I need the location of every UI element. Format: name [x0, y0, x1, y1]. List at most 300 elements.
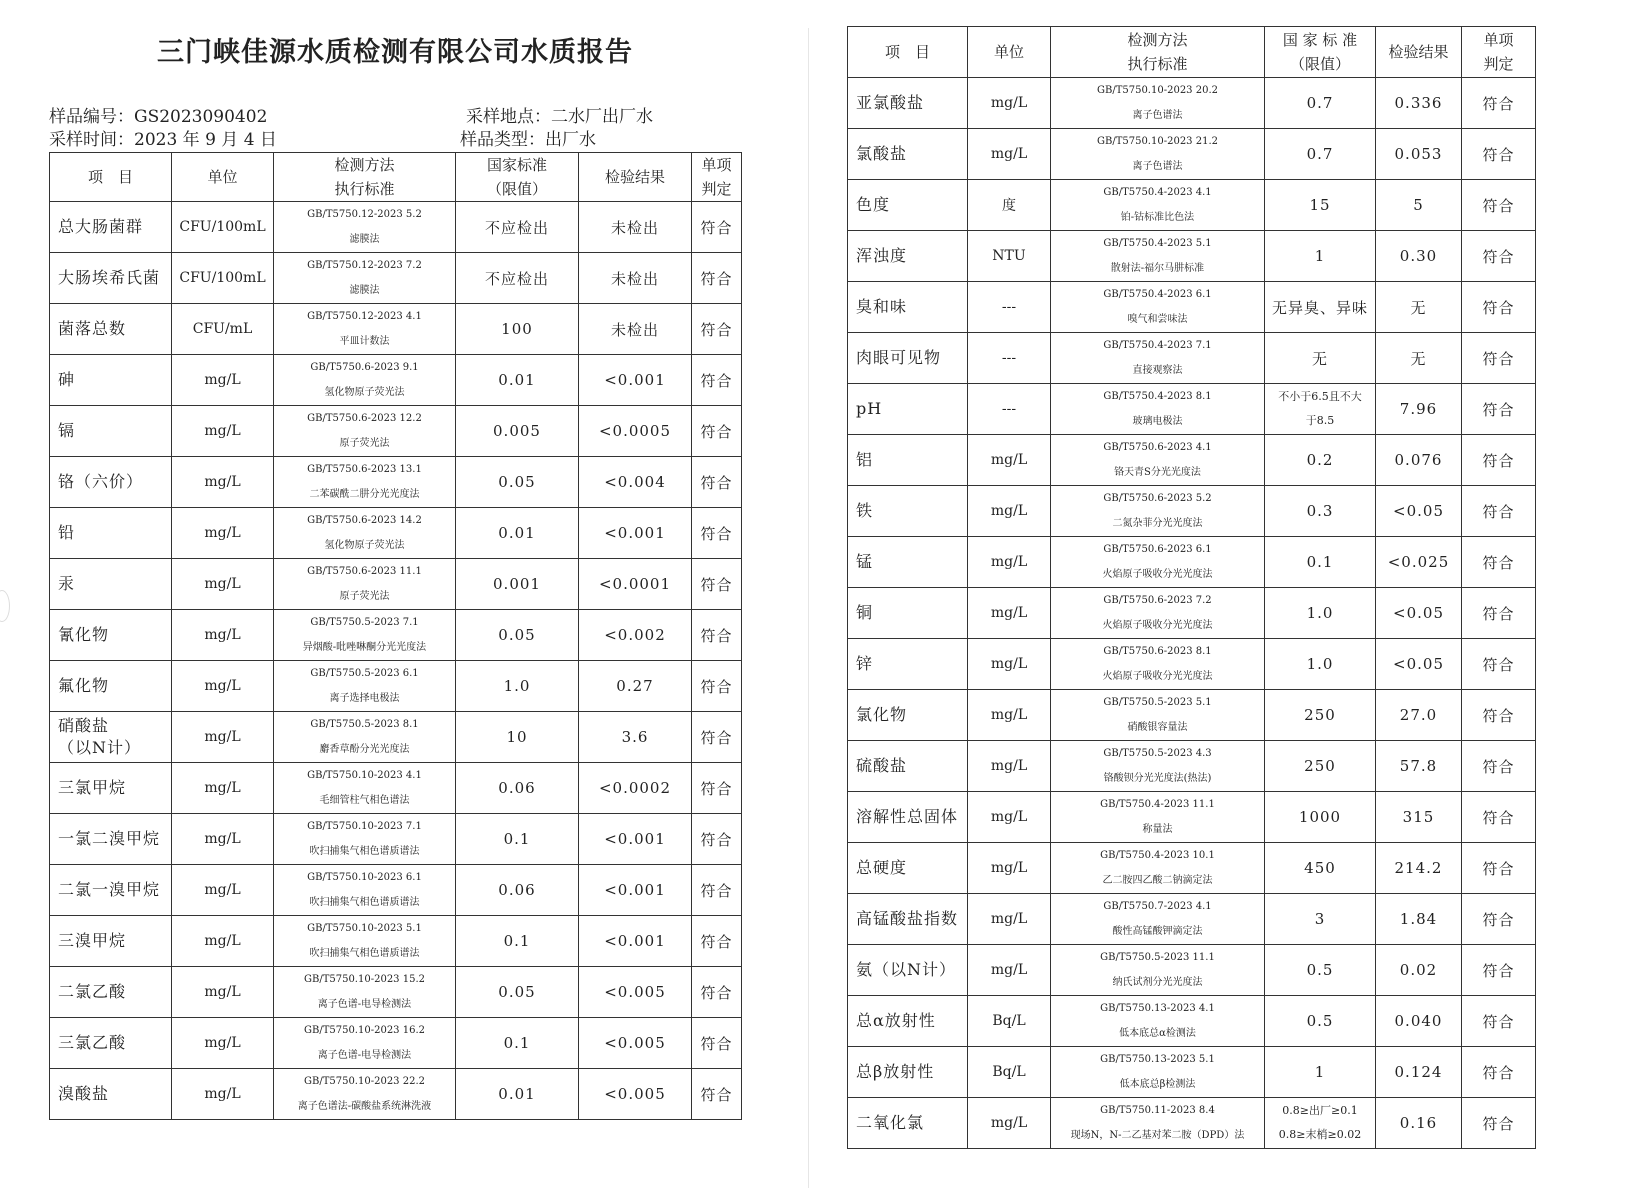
- unit: mg/L: [172, 355, 274, 406]
- method-name: 火焰原子吸收分光光度法: [1102, 569, 1213, 580]
- table-row: [848, 435, 1536, 486]
- result-value: <0.001: [579, 916, 692, 967]
- result-value: <0.05: [1376, 588, 1462, 639]
- verdict: 符合: [1462, 333, 1536, 384]
- table-body-left: [50, 202, 742, 1120]
- results-table-right: [847, 26, 1536, 1149]
- table-row: [50, 814, 742, 865]
- item-name: 二氯一溴甲烷: [50, 865, 172, 916]
- sample-time: 采样时间：2023 年 9 月 4 日: [49, 130, 277, 150]
- result-value: 0.16: [1376, 1098, 1462, 1149]
- result-value: <0.002: [579, 610, 692, 661]
- header-method: 检测方法 执行标准: [1051, 27, 1265, 78]
- method: [274, 610, 456, 661]
- table-row: [848, 384, 1536, 435]
- item-name: 三氯甲烷: [50, 763, 172, 814]
- item-name: 高锰酸盐指数: [848, 894, 968, 945]
- method-name: 低本底总α检测法: [1119, 1028, 1196, 1039]
- verdict: 符合: [1462, 180, 1536, 231]
- result-value: <0.0005: [579, 406, 692, 457]
- table-row: [848, 333, 1536, 384]
- method-name: 原子荧光法: [339, 591, 390, 602]
- limit-value: 0.5: [1265, 945, 1376, 996]
- header-limit: 国家标准 （限值）: [456, 153, 579, 202]
- verdict: 符合: [692, 1018, 742, 1069]
- limit-value: 0.7: [1265, 129, 1376, 180]
- limit-value: 250: [1265, 690, 1376, 741]
- result-value: <0.001: [579, 814, 692, 865]
- method: [1051, 1098, 1265, 1149]
- limit-value: [1265, 384, 1376, 435]
- limit-value: 450: [1265, 843, 1376, 894]
- method-standard: GB/T5750.5-2023 4.3: [1103, 748, 1212, 759]
- unit: mg/L: [968, 78, 1051, 129]
- limit-value: 0.1: [1265, 537, 1376, 588]
- method-name: 火焰原子吸收分光光度法: [1102, 671, 1213, 682]
- method-standard: GB/T5750.5-2023 11.1: [1100, 952, 1215, 963]
- item-name: 铬（六价）: [50, 457, 172, 508]
- method-name: 铬酸钡分光光度法(热法): [1103, 773, 1212, 784]
- verdict: 符合: [1462, 78, 1536, 129]
- method-standard: GB/T5750.12-2023 4.1: [307, 311, 422, 322]
- item-name: 总α放射性: [848, 996, 968, 1047]
- item-name: 三氯乙酸: [50, 1018, 172, 1069]
- method-name: 二苯碳酰二肼分光光度法: [309, 489, 420, 500]
- item-name: 镉: [50, 406, 172, 457]
- table-row: [50, 508, 742, 559]
- table-row: [848, 1098, 1536, 1149]
- item-name: [50, 712, 172, 763]
- method-name: 吹扫捕集气相色谱质谱法: [309, 948, 420, 959]
- item-name: 大肠埃希氏菌: [50, 253, 172, 304]
- method-standard: GB/T5750.6-2023 9.1: [310, 362, 419, 373]
- verdict: 符合: [1462, 384, 1536, 435]
- result-value: 无: [1376, 333, 1462, 384]
- method-standard: GB/T5750.6-2023 8.1: [1103, 646, 1212, 657]
- table-row: [50, 1018, 742, 1069]
- method: [1051, 435, 1265, 486]
- table-row: [50, 967, 742, 1018]
- limit-value: 3: [1265, 894, 1376, 945]
- table-row: [848, 1047, 1536, 1098]
- item-name: 二氧化氯: [848, 1098, 968, 1149]
- method: [1051, 690, 1265, 741]
- method-name: 毛细管柱气相色谱法: [319, 795, 410, 806]
- limit-value: 0.1: [456, 814, 579, 865]
- limit-value: 1.0: [1265, 639, 1376, 690]
- method-name: 氢化物原子荧光法: [324, 540, 405, 551]
- method-standard: GB/T5750.6-2023 7.2: [1103, 595, 1212, 606]
- unit: mg/L: [172, 661, 274, 712]
- method-name: 吹扫捕集气相色谱质谱法: [309, 897, 420, 908]
- verdict: 符合: [692, 661, 742, 712]
- method: [1051, 282, 1265, 333]
- method-standard: GB/T5750.6-2023 13.1: [307, 464, 422, 475]
- method-name: 铂-钴标准比色法: [1120, 212, 1195, 223]
- result-value: <0.004: [579, 457, 692, 508]
- method: [1051, 1047, 1265, 1098]
- method-name: 麝香草酚分光光度法: [319, 744, 410, 755]
- verdict: 符合: [692, 967, 742, 1018]
- method: [1051, 639, 1265, 690]
- item-name: 菌落总数: [50, 304, 172, 355]
- limit-value: 0.005: [456, 406, 579, 457]
- item-name: pH: [848, 384, 968, 435]
- method-standard: GB/T5750.6-2023 6.1: [1103, 544, 1212, 555]
- unit: Bq/L: [968, 1047, 1051, 1098]
- method: [274, 1018, 456, 1069]
- unit: mg/L: [172, 865, 274, 916]
- verdict: 符合: [692, 355, 742, 406]
- result-value: <0.005: [579, 1018, 692, 1069]
- table-row: [50, 559, 742, 610]
- unit: mg/L: [172, 712, 274, 763]
- limit-value: 0.05: [456, 457, 579, 508]
- unit: mg/L: [172, 814, 274, 865]
- method: [1051, 333, 1265, 384]
- limit-value: 无: [1265, 333, 1376, 384]
- method: [274, 712, 456, 763]
- unit: mg/L: [968, 1098, 1051, 1149]
- limit-value: 0.2: [1265, 435, 1376, 486]
- method-standard: GB/T5750.10-2023 4.1: [307, 770, 422, 781]
- limit-value: 0.05: [456, 610, 579, 661]
- unit: mg/L: [968, 945, 1051, 996]
- item-name: 铅: [50, 508, 172, 559]
- method: [274, 814, 456, 865]
- unit: mg/L: [968, 588, 1051, 639]
- verdict: 符合: [692, 1069, 742, 1120]
- method-standard: GB/T5750.4-2023 11.1: [1100, 799, 1215, 810]
- item-name: 溴酸盐: [50, 1069, 172, 1120]
- unit: mg/L: [968, 843, 1051, 894]
- result-value: <0.025: [1376, 537, 1462, 588]
- method-standard: GB/T5750.10-2023 20.2: [1096, 85, 1218, 96]
- method-standard: GB/T5750.11-2023 8.4: [1100, 1105, 1215, 1116]
- method-standard: GB/T5750.10-2023 7.1: [307, 821, 422, 832]
- item-name: 铝: [848, 435, 968, 486]
- limit-value: 0.01: [456, 1069, 579, 1120]
- verdict: 符合: [692, 814, 742, 865]
- item-name: 肉眼可见物: [848, 333, 968, 384]
- method-standard: GB/T5750.5-2023 6.1: [310, 668, 419, 679]
- method-standard: GB/T5750.7-2023 4.1: [1103, 901, 1212, 912]
- limit-line: 不小于6.5且不大: [1278, 390, 1362, 403]
- sample-number: 样品编号：GS2023090402: [49, 107, 268, 127]
- method: [1051, 996, 1265, 1047]
- table-row: [848, 690, 1536, 741]
- table-row: [50, 406, 742, 457]
- unit: mg/L: [172, 967, 274, 1018]
- unit: mg/L: [172, 457, 274, 508]
- unit: CFU/100mL: [172, 202, 274, 253]
- table-row: [848, 996, 1536, 1047]
- method: [1051, 741, 1265, 792]
- method-standard: GB/T5750.4-2023 4.1: [1103, 187, 1212, 198]
- method-standard: GB/T5750.4-2023 7.1: [1103, 340, 1212, 351]
- verdict: 符合: [1462, 588, 1536, 639]
- verdict: 符合: [1462, 843, 1536, 894]
- item-name: 亚氯酸盐: [848, 78, 968, 129]
- result-value: 27.0: [1376, 690, 1462, 741]
- method: [274, 508, 456, 559]
- verdict: 符合: [692, 712, 742, 763]
- result-value: <0.05: [1376, 639, 1462, 690]
- verdict: 符合: [1462, 996, 1536, 1047]
- method-standard: GB/T5750.4-2023 10.1: [1100, 850, 1215, 861]
- result-value: 0.02: [1376, 945, 1462, 996]
- limit-value: 250: [1265, 741, 1376, 792]
- table-row: [50, 865, 742, 916]
- unit: 度: [968, 180, 1051, 231]
- result-value: 1.84: [1376, 894, 1462, 945]
- method-name: 滤膜法: [349, 234, 380, 245]
- method: [1051, 537, 1265, 588]
- item-name: 氯化物: [848, 690, 968, 741]
- method-name: 现场N，N-二乙基对苯二胺（DPD）法: [1070, 1130, 1245, 1141]
- verdict: 符合: [1462, 1047, 1536, 1098]
- item-name-line: 硝酸盐: [58, 716, 110, 735]
- table-row: [50, 304, 742, 355]
- table-row: [848, 129, 1536, 180]
- header-unit: 单位: [968, 27, 1051, 78]
- method: [274, 967, 456, 1018]
- method-standard: GB/T5750.5-2023 5.1: [1103, 697, 1212, 708]
- method-standard: GB/T5750.4-2023 8.1: [1103, 391, 1212, 402]
- table-row: [848, 639, 1536, 690]
- method-name: 二氮杂菲分光光度法: [1112, 518, 1203, 529]
- result-value: <0.001: [579, 865, 692, 916]
- verdict: 符合: [1462, 741, 1536, 792]
- item-name: 锰: [848, 537, 968, 588]
- item-name: 色度: [848, 180, 968, 231]
- table-row: [848, 231, 1536, 282]
- method-standard: GB/T5750.6-2023 4.1: [1103, 442, 1212, 453]
- item-name: 总硬度: [848, 843, 968, 894]
- item-name: 铁: [848, 486, 968, 537]
- result-value: <0.001: [579, 508, 692, 559]
- method-standard: GB/T5750.5-2023 7.1: [310, 617, 419, 628]
- method: [1051, 180, 1265, 231]
- result-value: 未检出: [579, 304, 692, 355]
- unit: Bq/L: [968, 996, 1051, 1047]
- verdict: 符合: [1462, 231, 1536, 282]
- result-value: <0.005: [579, 967, 692, 1018]
- method: [274, 457, 456, 508]
- method-name: 直接观察法: [1132, 365, 1183, 376]
- limit-value: 不应检出: [456, 202, 579, 253]
- unit: mg/L: [968, 690, 1051, 741]
- result-value: 3.6: [579, 712, 692, 763]
- table-row: [848, 894, 1536, 945]
- method: [274, 559, 456, 610]
- method-name: 离子色谱-电导检测法: [317, 1050, 412, 1061]
- table-row: [848, 843, 1536, 894]
- header-unit: 单位: [172, 153, 274, 202]
- method: [274, 865, 456, 916]
- result-value: 5: [1376, 180, 1462, 231]
- method-name: 离子色谱法-碳酸盐系统淋洗液: [297, 1101, 432, 1112]
- verdict: 符合: [1462, 639, 1536, 690]
- method: [274, 916, 456, 967]
- method-name: 酸性高锰酸钾滴定法: [1112, 926, 1203, 937]
- item-name: 氯酸盐: [848, 129, 968, 180]
- table-row: [848, 486, 1536, 537]
- item-name: 汞: [50, 559, 172, 610]
- method: [1051, 129, 1265, 180]
- table-row: [50, 457, 742, 508]
- method: [1051, 945, 1265, 996]
- limit-value: 0.5: [1265, 996, 1376, 1047]
- method-name: 玻璃电极法: [1132, 416, 1183, 427]
- unit: mg/L: [172, 916, 274, 967]
- verdict: 符合: [1462, 435, 1536, 486]
- table-row: [50, 712, 742, 763]
- item-name: 三溴甲烷: [50, 916, 172, 967]
- limit-value: 0.1: [456, 916, 579, 967]
- unit: mg/L: [172, 508, 274, 559]
- method-name: 氢化物原子荧光法: [324, 387, 405, 398]
- method: [1051, 231, 1265, 282]
- result-value: <0.0002: [579, 763, 692, 814]
- method-name: 铬天青S分光光度法: [1114, 467, 1201, 478]
- table-row: [848, 588, 1536, 639]
- limit-line: 0.8≥出厂≥0.1: [1282, 1104, 1358, 1117]
- method-standard: GB/T5750.5-2023 8.1: [310, 719, 419, 730]
- result-value: 0.124: [1376, 1047, 1462, 1098]
- table-row: [848, 537, 1536, 588]
- method-name: 吹扫捕集气相色谱质谱法: [309, 846, 420, 857]
- unit: CFU/mL: [172, 304, 274, 355]
- table-row: [50, 661, 742, 712]
- header-method: 检测方法 执行标准: [274, 153, 456, 202]
- method: [1051, 384, 1265, 435]
- table-body-right: [848, 78, 1536, 1149]
- method-standard: GB/T5750.13-2023 4.1: [1100, 1003, 1215, 1014]
- method-name: 乙二胺四乙酸二钠滴定法: [1102, 875, 1213, 886]
- method-standard: GB/T5750.10-2023 21.2: [1096, 136, 1218, 147]
- limit-line: 0.8≥末梢≥0.02: [1278, 1128, 1362, 1141]
- verdict: 符合: [1462, 690, 1536, 741]
- header-verdict: 单项 判定: [692, 153, 742, 202]
- verdict: 符合: [1462, 945, 1536, 996]
- limit-line: 于8.5: [1305, 414, 1335, 427]
- method-name: 纳氏试剂分光光度法: [1112, 977, 1203, 988]
- limit-value: 0.06: [456, 763, 579, 814]
- unit: mg/L: [172, 1069, 274, 1120]
- method-standard: GB/T5750.10-2023 5.1: [307, 923, 422, 934]
- result-value: <0.005: [579, 1069, 692, 1120]
- result-value: 未检出: [579, 202, 692, 253]
- result-value: 0.30: [1376, 231, 1462, 282]
- method-name: 离子色谱-电导检测法: [317, 999, 412, 1010]
- table-row: [848, 945, 1536, 996]
- unit: mg/L: [968, 435, 1051, 486]
- limit-value: 0.3: [1265, 486, 1376, 537]
- limit-value: 无异臭、异味: [1265, 282, 1376, 333]
- table-row: [50, 253, 742, 304]
- method-name: 火焰原子吸收分光光度法: [1102, 620, 1213, 631]
- report-title: 三门峡佳源水质检测有限公司水质报告: [157, 37, 633, 68]
- unit: mg/L: [968, 639, 1051, 690]
- method-name: 异烟酸-吡唑啉酮分光光度法: [302, 642, 427, 653]
- result-value: <0.05: [1376, 486, 1462, 537]
- method: [1051, 588, 1265, 639]
- method-standard: GB/T5750.10-2023 22.2: [303, 1076, 425, 1087]
- limit-value: 100: [456, 304, 579, 355]
- unit: mg/L: [968, 741, 1051, 792]
- unit: ---: [968, 333, 1051, 384]
- verdict: 符合: [1462, 282, 1536, 333]
- method-name: 离子选择电极法: [329, 693, 400, 704]
- method: [274, 304, 456, 355]
- limit-value: 1: [1265, 1047, 1376, 1098]
- verdict: 符合: [692, 406, 742, 457]
- method-standard: GB/T5750.4-2023 5.1: [1103, 238, 1212, 249]
- method-standard: GB/T5750.12-2023 5.2: [307, 209, 422, 220]
- method-name: 硝酸银容量法: [1127, 722, 1188, 733]
- table-row: [50, 1069, 742, 1120]
- method: [274, 253, 456, 304]
- method-standard: GB/T5750.6-2023 14.2: [307, 515, 422, 526]
- limit-value: 0.05: [456, 967, 579, 1018]
- header-verdict: 单项 判定: [1462, 27, 1536, 78]
- item-name: 氟化物: [50, 661, 172, 712]
- method-standard: GB/T5750.10-2023 16.2: [303, 1025, 425, 1036]
- table-row: [50, 202, 742, 253]
- header-result: 检验结果: [1376, 27, 1462, 78]
- table-row: [50, 610, 742, 661]
- result-value: 315: [1376, 792, 1462, 843]
- verdict: 符合: [692, 763, 742, 814]
- limit-value: 0.001: [456, 559, 579, 610]
- unit: mg/L: [968, 537, 1051, 588]
- method-name: 原子荧光法: [339, 438, 390, 449]
- table-row: [50, 355, 742, 406]
- method-name: 嗅气和尝味法: [1127, 314, 1188, 325]
- result-value: <0.001: [579, 355, 692, 406]
- result-value: 7.96: [1376, 384, 1462, 435]
- limit-value: 15: [1265, 180, 1376, 231]
- method-standard: GB/T5750.12-2023 7.2: [307, 260, 422, 271]
- result-value: 0.053: [1376, 129, 1462, 180]
- item-name: 氰化物: [50, 610, 172, 661]
- method-standard: GB/T5750.6-2023 11.1: [307, 566, 422, 577]
- limit-value: 0.01: [456, 355, 579, 406]
- unit: mg/L: [172, 610, 274, 661]
- method: [1051, 792, 1265, 843]
- verdict: 符合: [1462, 894, 1536, 945]
- unit: ---: [968, 282, 1051, 333]
- item-name: 氨（以N计）: [848, 945, 968, 996]
- result-value: 0.040: [1376, 996, 1462, 1047]
- results-table-left: [49, 152, 742, 1120]
- item-name: 浑浊度: [848, 231, 968, 282]
- method: [274, 406, 456, 457]
- method: [274, 1069, 456, 1120]
- method-standard: GB/T5750.10-2023 15.2: [303, 974, 425, 985]
- verdict: 符合: [1462, 129, 1536, 180]
- result-value: 无: [1376, 282, 1462, 333]
- limit-value: 不应检出: [456, 253, 579, 304]
- verdict: 符合: [692, 304, 742, 355]
- unit: mg/L: [172, 559, 274, 610]
- verdict: 符合: [692, 202, 742, 253]
- sample-site: 采样地点：二水厂出厂水: [466, 107, 653, 127]
- limit-value: 1.0: [456, 661, 579, 712]
- sample-type: 样品类型：出厂水: [460, 130, 596, 150]
- method: [1051, 843, 1265, 894]
